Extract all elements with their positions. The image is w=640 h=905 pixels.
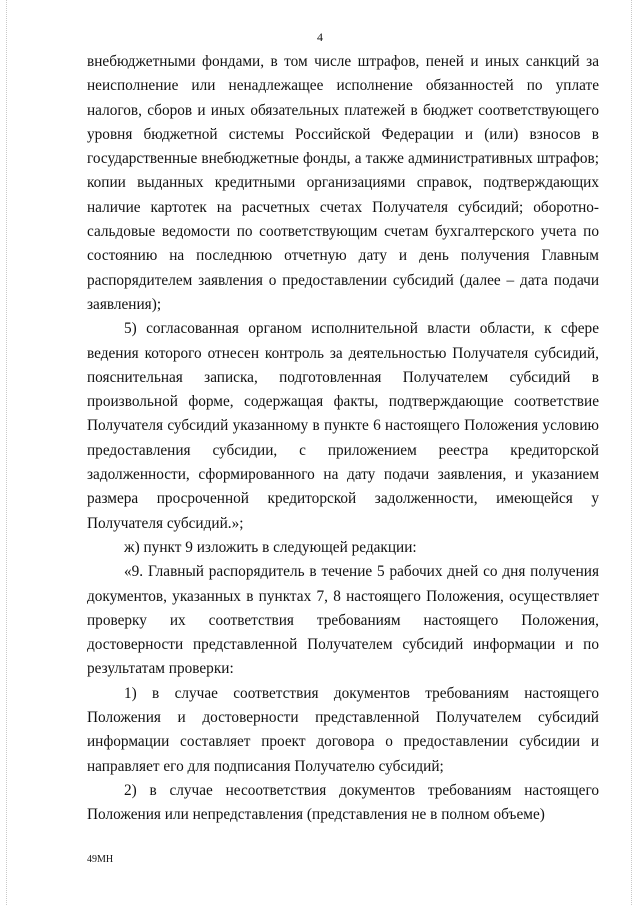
- paragraph-subitem-2: 2) в случае несоответствия документов требованиям настоящего Положения или непредставления (представления не в полном объеме): [87, 781, 599, 824]
- document-body: [87, 50, 599, 828]
- scan-edge-right: [631, 0, 633, 905]
- footer-document-code: 49МН: [87, 854, 114, 865]
- paragraph-subitem-1: 1) в случае соответствия документов требованиям настоящего Положения и достоверности представленной Получателем субсидий информации составляет проект договора о предоставлении субсидии и направляет его для подписания Получателю субсидий;: [87, 684, 599, 775]
- paragraph-item-5: 5) согласованная органом исполнительной власти области, к сфере ведения которого отнесен контроль за деятельностью Получателя субсидий, пояснительная записка, подготовленная Получателем субсидий в произвольной форме, содержащая факты, подтверждающие соответствие Получателя субсидий указанному в пункте 6 настоящего Положения условию предоставления субсидии, с приложением реестра кредиторской задолженности, сформированного на дату подачи заявления, и указанием размера просроченной кредиторской задолженности, имеющейся у Получателя субсидий.»;: [87, 320, 599, 532]
- scan-edge-left: [6, 0, 8, 905]
- paragraph-clause-9: «9. Главный распорядитель в течение 5 рабочих дней со дня получения документов, указанных в пунктах 7, 8 настоящего Положения, осуществляет проверку их соответствия требованиям настоящего Положения, достоверности представленной Получателем субсидий информации и по результатам проверки:: [87, 563, 599, 678]
- paragraph-continuation: внебюджетными фондами, в том числе штрафов, пеней и иных санкций за неисполнение или ненадлежащее исполнение обязанностей по уплате налогов, сборов и иных обязательных платежей в бюджет соответствующего уровня бюджетной системы Российской Федерации и (или) взносов в государственные внебюджетные фонды, а также административных штрафов; копии выданных кредитными организациями справок, подтверждающих наличие картотек на расчетных счетах Получателя субсидий; оборотно-сальдовые ведомости по соответствующим счетам бухгалтерского учета по состоянию на последнюю отчетную дату и день получения Главным распорядителем заявления о предоставлении субсидий (далее – дата подачи заявления);: [87, 53, 599, 313]
- paragraph-amendment-zh: ж) пункт 9 изложить в следующей редакции:: [124, 538, 417, 556]
- page-number: 4: [317, 30, 323, 44]
